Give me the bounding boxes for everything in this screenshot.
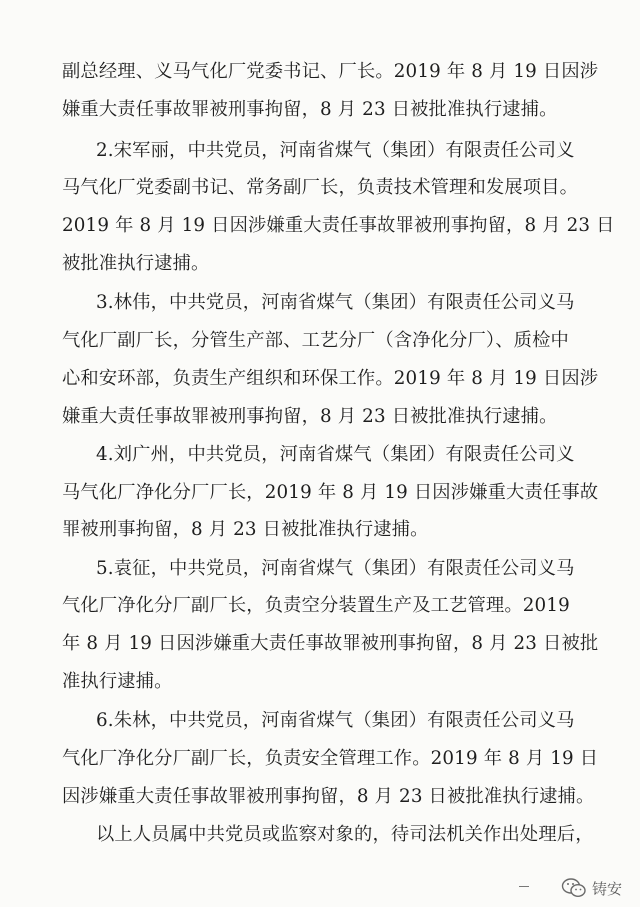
text-line: 被批准执行逮捕。 xyxy=(62,253,210,274)
text-line: 3.林伟，中共党员，河南省煤气（集团）有限责任公司义马 xyxy=(96,292,575,313)
text-line: 因涉嫌重大责任事故罪被刑事拘留，8 月 23 日被批准执行逮捕。 xyxy=(62,786,595,807)
text-line: 副总经理、义马气化厂党委书记、厂长。2019 年 8 月 19 日因涉 xyxy=(62,61,599,82)
text-line: 马气化厂党委副书记、常务副厂长，负责技术管理和发展项目。 xyxy=(62,177,579,198)
text-line: 准执行逮捕。 xyxy=(62,671,173,692)
divider xyxy=(519,886,529,887)
text-line: 5.袁征，中共党员，河南省煤气（集团）有限责任公司义马 xyxy=(96,558,575,579)
text-line: 嫌重大责任事故罪被刑事拘留，8 月 23 日被批准执行逮捕。 xyxy=(62,99,558,120)
text-line: 罪被刑事拘留，8 月 23 日被批准执行逮捕。 xyxy=(62,519,429,540)
watermark xyxy=(561,877,622,899)
text-line: 4.刘广州，中共党员，河南省煤气（集团）有限责任公司义 xyxy=(96,444,575,465)
text-line: 6.朱林，中共党员，河南省煤气（集团）有限责任公司义马 xyxy=(96,710,575,731)
wechat-logo-icon xyxy=(561,877,587,899)
text-line: 2019 年 8 月 19 日因涉嫌重大责任事故罪被刑事拘留，8 月 23 日 xyxy=(62,215,615,236)
watermark-text: 铸安 xyxy=(591,879,622,898)
text-line: 年 8 月 19 日因涉嫌重大责任事故罪被刑事拘留，8 月 23 日被批 xyxy=(62,633,599,654)
text-line: 气化厂净化分厂副厂长，负责空分装置生产及工艺管理。2019 xyxy=(62,595,570,616)
text-line: 气化厂副厂长，分管生产部、工艺分厂（含净化分厂）、质检中 xyxy=(62,330,569,351)
text-line: 嫌重大责任事故罪被刑事拘留，8 月 23 日被批准执行逮捕。 xyxy=(62,406,558,427)
text-line: 以上人员属中共党员或监察对象的，待司法机关作出处理后， xyxy=(96,824,594,845)
text-line: 气化厂净化分厂副厂长，负责安全管理工作。2019 年 8 月 19 日 xyxy=(62,748,599,769)
text-line: 2.宋军丽，中共党员，河南省煤气（集团）有限责任公司义 xyxy=(96,140,575,161)
text-line: 马气化厂净化分厂厂长，2019 年 8 月 19 日因涉嫌重大责任事故 xyxy=(62,482,599,503)
text-line: 心和安环部，负责生产组织和环保工作。2019 年 8 月 19 日因涉 xyxy=(62,368,599,389)
